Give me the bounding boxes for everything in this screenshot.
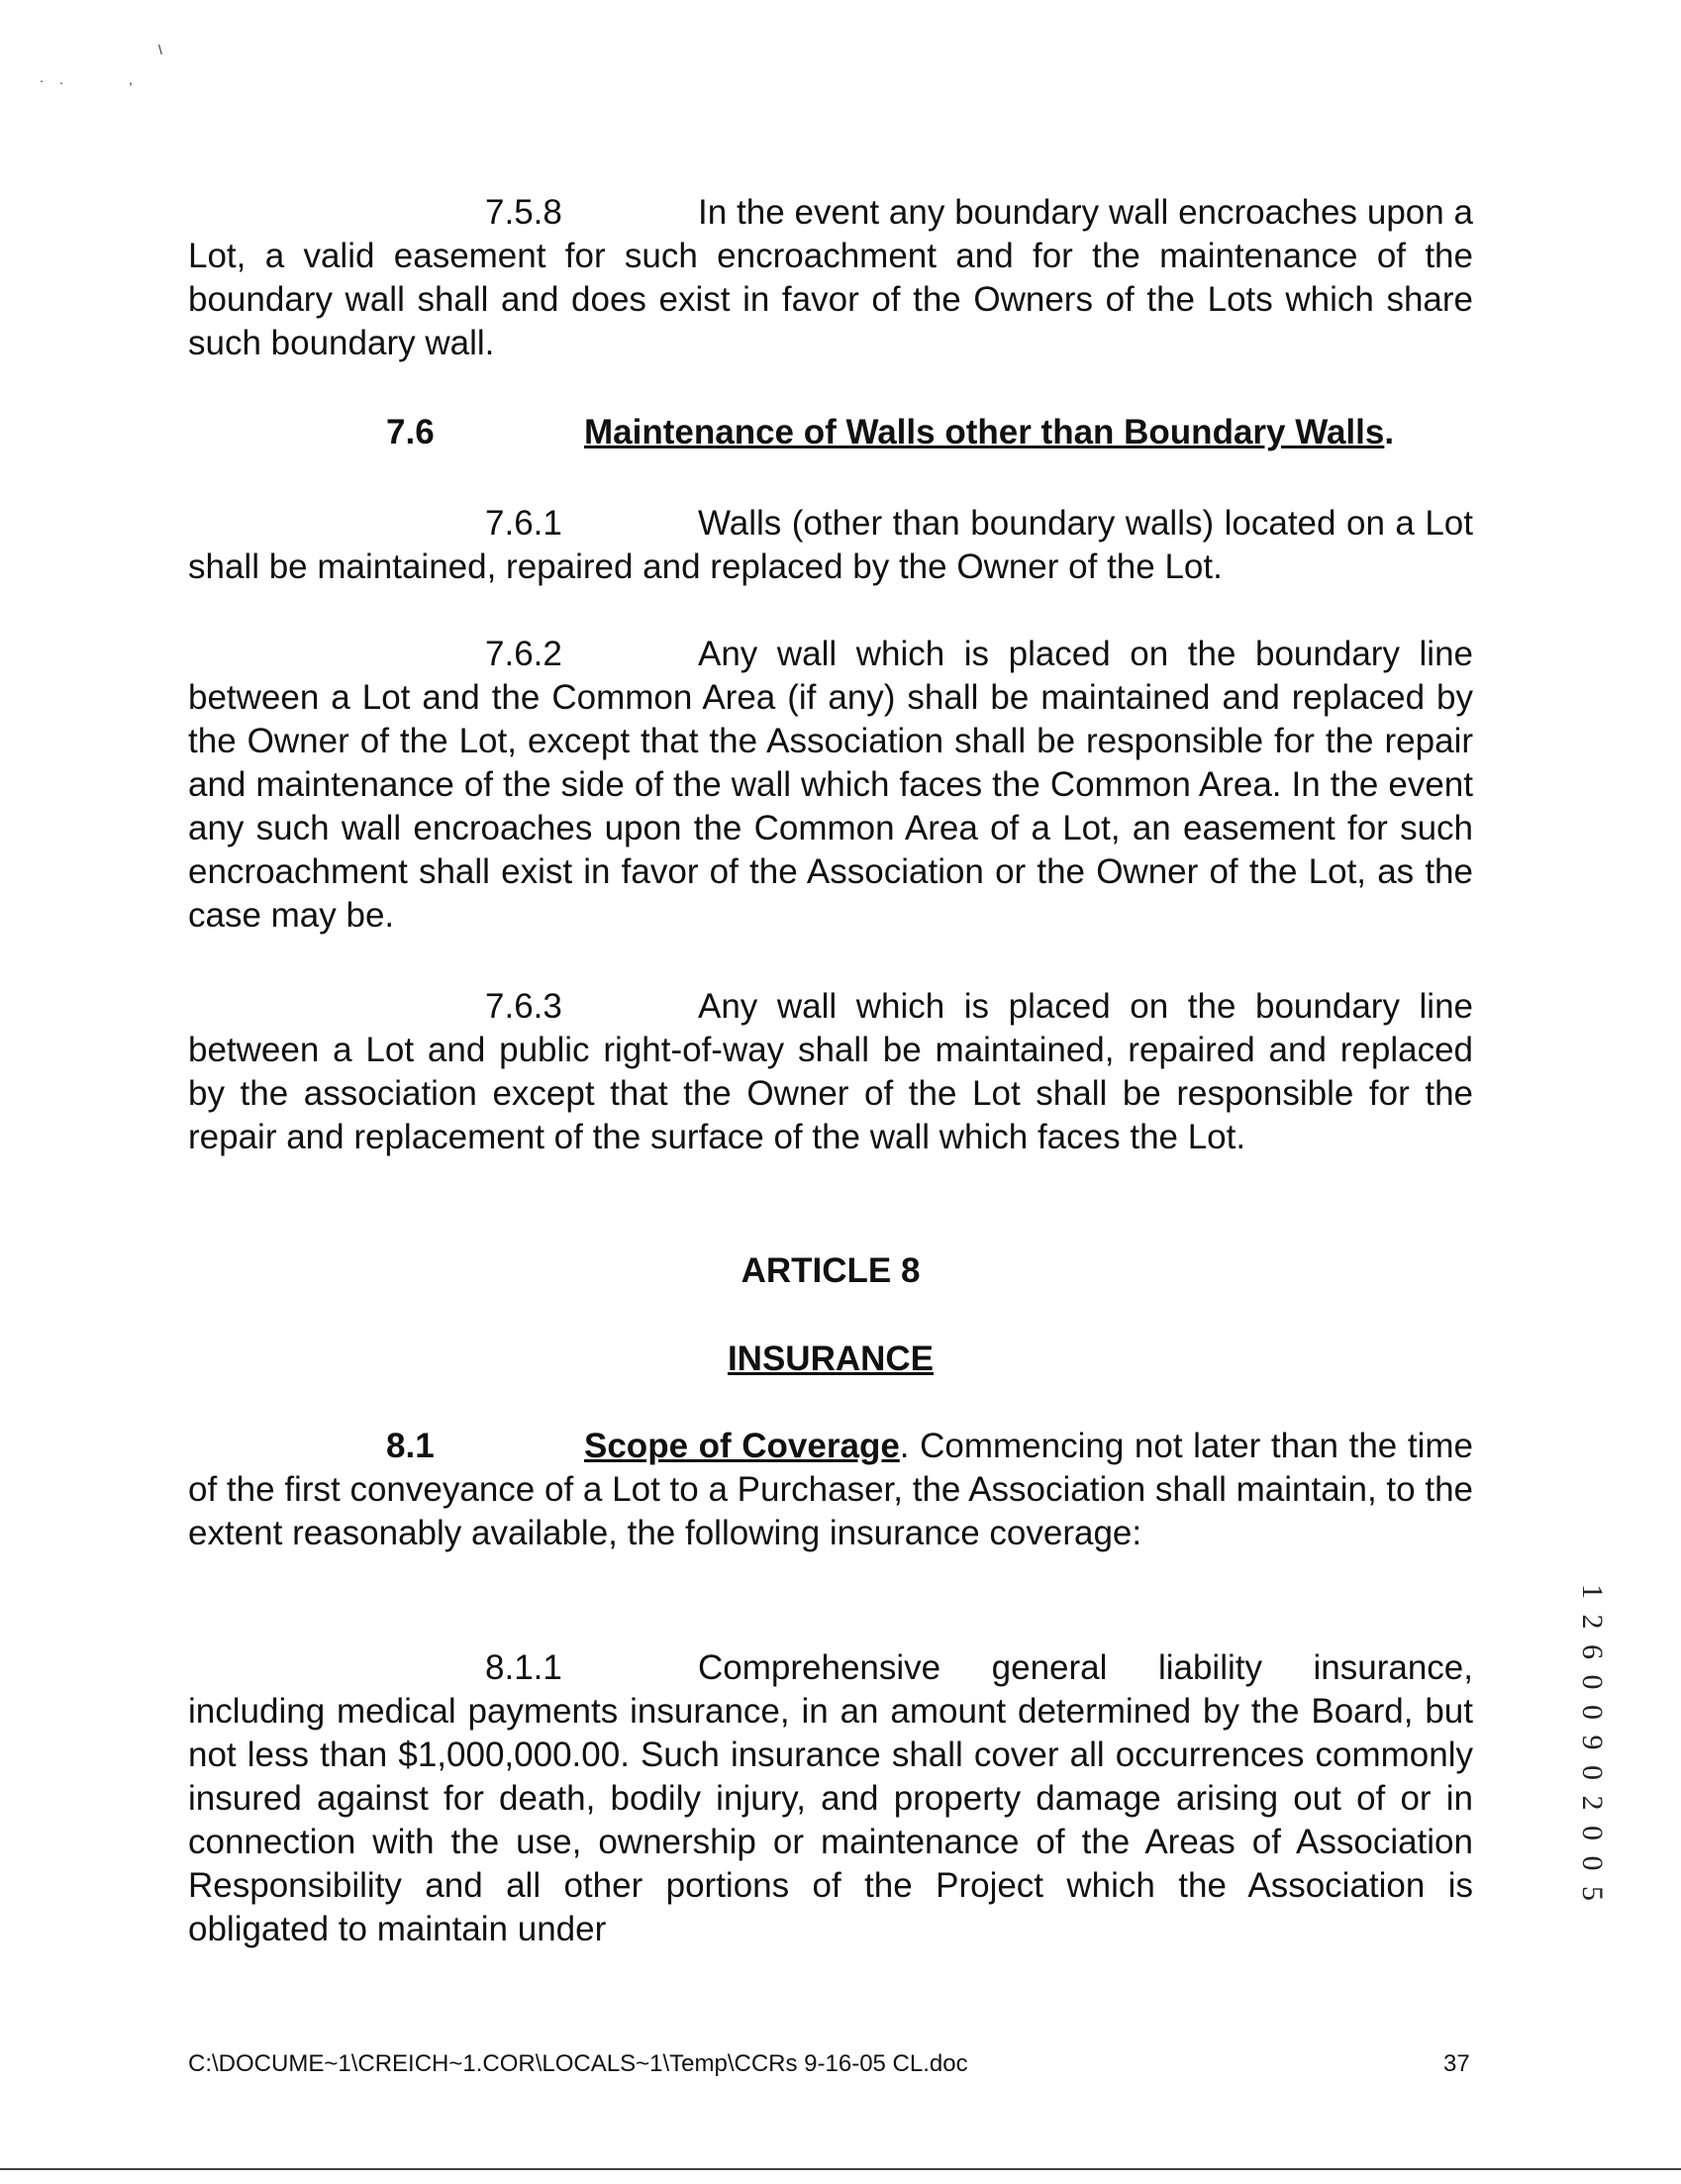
footer-file-path: C:\DOCUME~1\CREICH~1.COR\LOCALS~1\Temp\CCRs 9-16-05 CL.doc <box>188 2050 968 2077</box>
scan-speck: \ <box>158 42 162 57</box>
section-number: 7.6.2 <box>485 635 562 673</box>
scan-speck: , <box>129 71 133 87</box>
article-title: INSURANCE <box>727 1340 935 1378</box>
scan-edge-rule <box>0 2168 1681 2170</box>
paragraph-text: Comprehensive general liability insurance, including medical payments insurance, in an amount determined by the Board, but not less than $1,000,000.00. Such insurance shall cover all occurrences commonly insured against for death, bodily injury, and property damage arising out of or in connection with the use, ownership or maintenance of the Areas of Association Responsibility and all other portions of the Project which the Association is obligated to maintain under <box>188 1648 1473 1948</box>
paragraph-text: Any wall which is placed on the boundary line between a Lot and the Common Area (if any) shall be maintained and replaced by the Owner of the Lot, except that the Association shall be responsible for the repair and maintenance of the side of the wall which faces the Common Area. In the event any such wall encroaches upon the Common Area of a Lot, an easement for such encroachment shall exist in favor of the Association or the Owner of the Lot, as the case may be. <box>188 635 1473 935</box>
section-number: 7.5.8 <box>485 193 562 232</box>
paragraph-text: . Commencing not later than the time of the first conveyance of a Lot to a Purchaser, the Association shall maintain, to the extent reasonably available, the following insurance coverage: <box>188 1427 1473 1552</box>
paragraph-7-6-2 <box>188 633 1473 938</box>
section-title: Scope of Coverage <box>584 1427 900 1465</box>
paragraph-8-1 <box>188 1425 1473 1555</box>
paragraph-7-5-8 <box>188 191 1473 365</box>
paragraph-7-6-1 <box>188 502 1473 589</box>
section-title: Maintenance of Walls other than Boundary Walls. <box>584 413 1395 451</box>
section-number: 8.1 <box>386 1427 435 1465</box>
scan-speck: . <box>59 71 63 87</box>
paragraph-text: In the event any boundary wall encroaches upon a Lot, a valid easement for such encroachment and for the maintenance of the boundary wall shall and does exist in favor of the Owners of the Lots which share such boundary wall. <box>188 193 1473 362</box>
section-number: 7.6.3 <box>485 987 562 1026</box>
paragraph-7-6-3 <box>188 985 1473 1159</box>
paragraph-text: Walls (other than boundary walls) located on a Lot shall be maintained, repaired and replaced by the Owner of the Lot. <box>188 504 1473 586</box>
page-number: 37 <box>1443 2050 1470 2077</box>
section-number: 7.6.1 <box>485 504 562 543</box>
section-number: 8.1.1 <box>485 1648 562 1687</box>
section-number: 7.6 <box>386 413 435 451</box>
bates-number: 1 2 6 0 0 9 0 2 0 0 5 <box>1576 1584 1609 1905</box>
paragraph-text: Any wall which is placed on the boundary line between a Lot and public right-of-way shall be maintained, repaired and replaced by the association except that the Owner of the Lot shall be responsible for the repair and replacement of the surface of the wall which faces the Lot. <box>188 987 1473 1156</box>
paragraph-8-1-1 <box>188 1646 1473 1951</box>
article-label: ARTICLE 8 <box>741 1251 921 1290</box>
scan-speck: . <box>40 69 44 85</box>
